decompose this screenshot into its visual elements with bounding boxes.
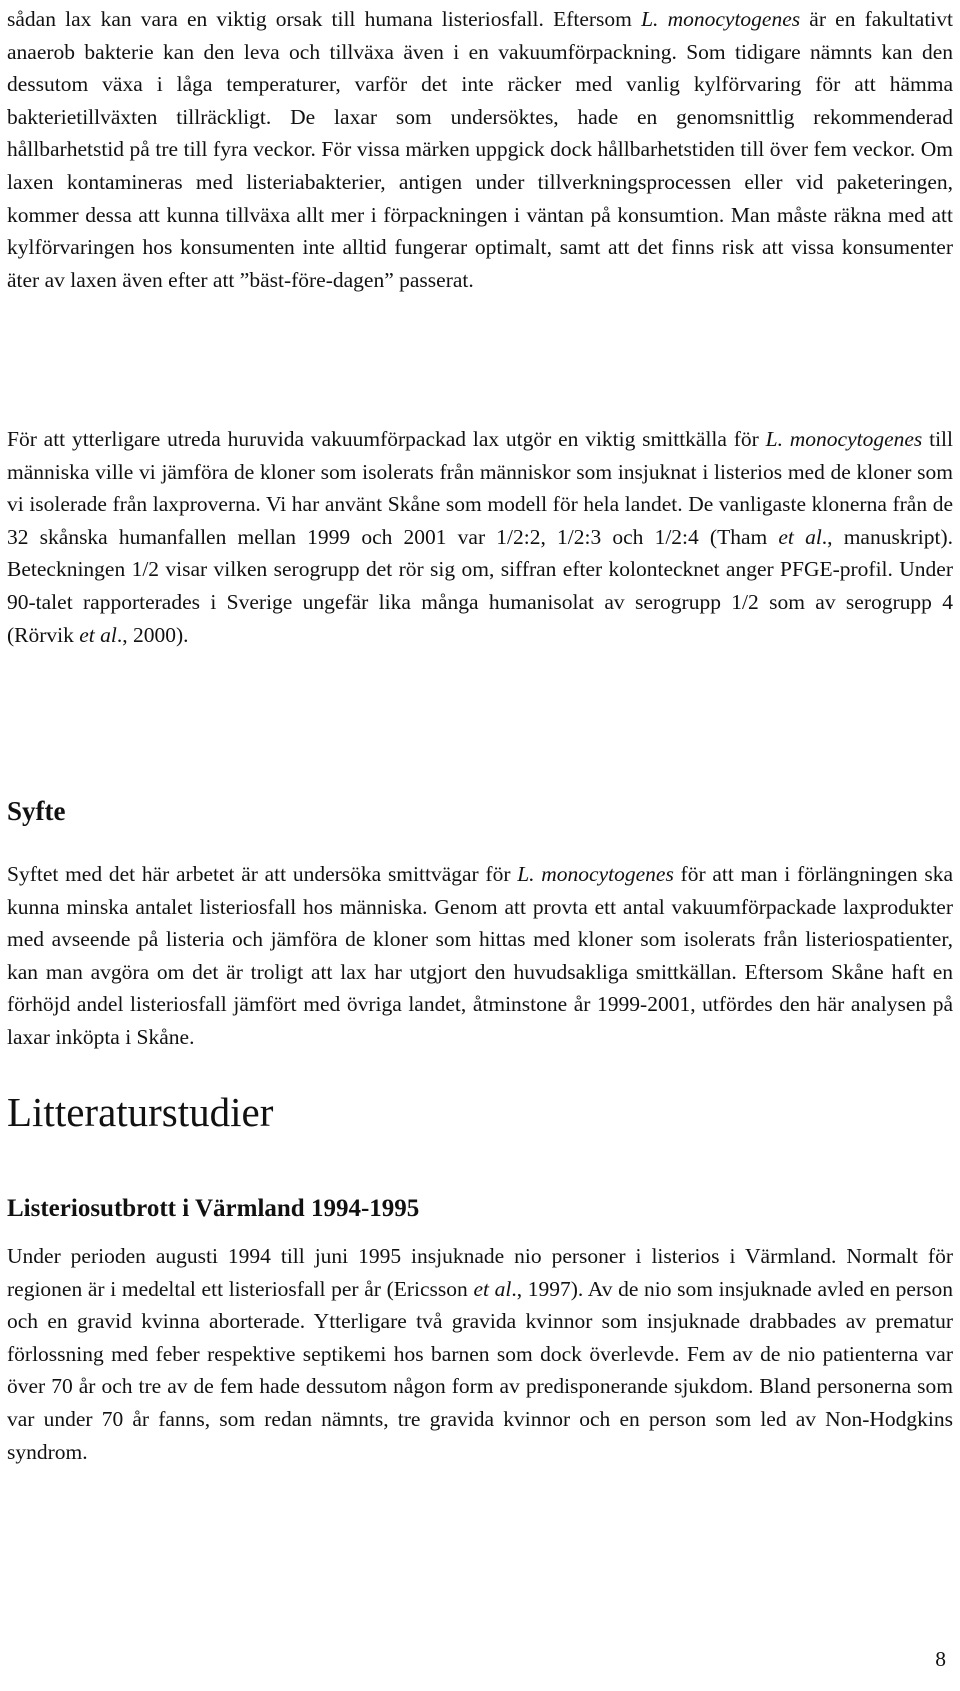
text-segment: ., 2000). (116, 622, 189, 647)
text-segment: är en fakultativt anaerob bakterie kan den leva och tillväxa även i en vakuumförpackning. Som tidigare nämnts kan den dessutom växa i låga temperaturer, varför det inte räcker med vanlig kylförvaring för att hämma bakterietillväxten tillräckligt. De laxar som undersöktes, hade en genomsnittlig rekommenderad hållbarhetstid på tre till fyra veckor. För vissa märken uppgick dock hållbarhetstiden till över fem veckor. Om laxen kontamineras med listeriabakterier, antigen under tillverkningsprocessen eller vid paketeringen, kommer dessa att kunna tillväxa allt mer i förpackningen i väntan på konsumtion. Man måste räkna med att kylförvaringen hos konsumenten inte alltid fungerar optimalt, samt att det finns risk att vissa konsumenter äter av laxen även efter att ”bäst-före-dagen” passerat. (7, 7, 954, 292)
text-segment: ., 1997). Av de nio som insjuknade avled en person och en gravid kvinna aborterade. Ytterligare två gravida kvinnor som insjuknade drabbades av prematur förlossning med feber respektive septikemi hos barnen som dock överlevde. Fem av de nio patienterna var över 70 år och tre av de fem hade dessutom någon form av predisponerande sjukdom. Bland personerna som var under 70 år fanns, som redan nämnts, tre gravida kvinnor och en person som led av Non-Hodgkins syndrom. (7, 1276, 953, 1464)
text-segment: till människa ville vi jämföra de kloner som isolerats från människor som insjuknat i listerios med de kloner som vi isolerade från laxproverna. Vi har använt Skåne som modell för hela landet. De vanligaste klonerna från de 32 skånska humanfallen mellan 1999 och 2001 var 1/2:2, 1/2:3 och 1/2:4 (Tham (7, 427, 953, 549)
page-number: 8 (935, 1647, 946, 1671)
paragraph-varmland-outbreak (7, 1240, 953, 1468)
species-name: L. monocytogenes (641, 7, 801, 31)
subsection-heading-varmland: Listeriosutbrott i Värmland 1994-1995 (7, 1195, 420, 1222)
text-segment: Syftet med det här arbetet är att undersöka smittvägar för (7, 862, 518, 886)
paragraph-intro-continuation (7, 3, 953, 296)
text-segment: för att man i förlängningen ska kunna minska antalet listeriosfall hos människa. Genom att provta ett antal vakuumförpackade laxprodukter med avseende på listeria och jämföra de kloner som hittas med kloner som isolerats från listeriospatienter, kan man avgöra om det är troligt att lax har utgjort den huvudsakliga smittkällan. Eftersom Skåne haft en förhöjd andel listeriosfall jämfört med övriga landet, åtminstone år 1999-2001, utfördes den här analysen på laxar inköpta i Skåne. (7, 862, 953, 1049)
text-segment: ., manuskript). Beteckningen 1/2 visar vilken serogrupp det rör sig om, siffran efter kolontecknet anger PFGE-profil. Under 90-talet rapporterades i Sverige ungefär lika många humanisolat av serogrupp 1/2 som av serogrupp 4 (Rörvik (7, 524, 953, 647)
text-segment: För att ytterligare utreda huruvida vakuumförpackad lax utgör en viktig smittkälla för (7, 427, 766, 451)
text-segment: Under perioden augusti 1994 till juni 1995 insjuknade nio personer i listerios i Värmland. Normalt för regionen är i medeltal ett listeriosfall per år (Ericsson (7, 1244, 953, 1301)
chapter-heading-litteraturstudier: Litteraturstudier (7, 1089, 274, 1135)
species-name: L. monocytogenes (765, 427, 923, 451)
section-heading-syfte: Syfte (7, 796, 66, 826)
text-segment: sådan lax kan vara en viktig orsak till humana listeriosfall. Eftersom (7, 7, 642, 31)
paragraph-purpose (7, 858, 953, 1054)
species-name: L. monocytogenes (517, 862, 674, 886)
citation-et-al: et al (473, 1276, 512, 1301)
citation-et-al: et al (79, 622, 117, 647)
paragraph-clone-comparison (7, 423, 953, 651)
citation-et-al: et al (778, 524, 822, 549)
